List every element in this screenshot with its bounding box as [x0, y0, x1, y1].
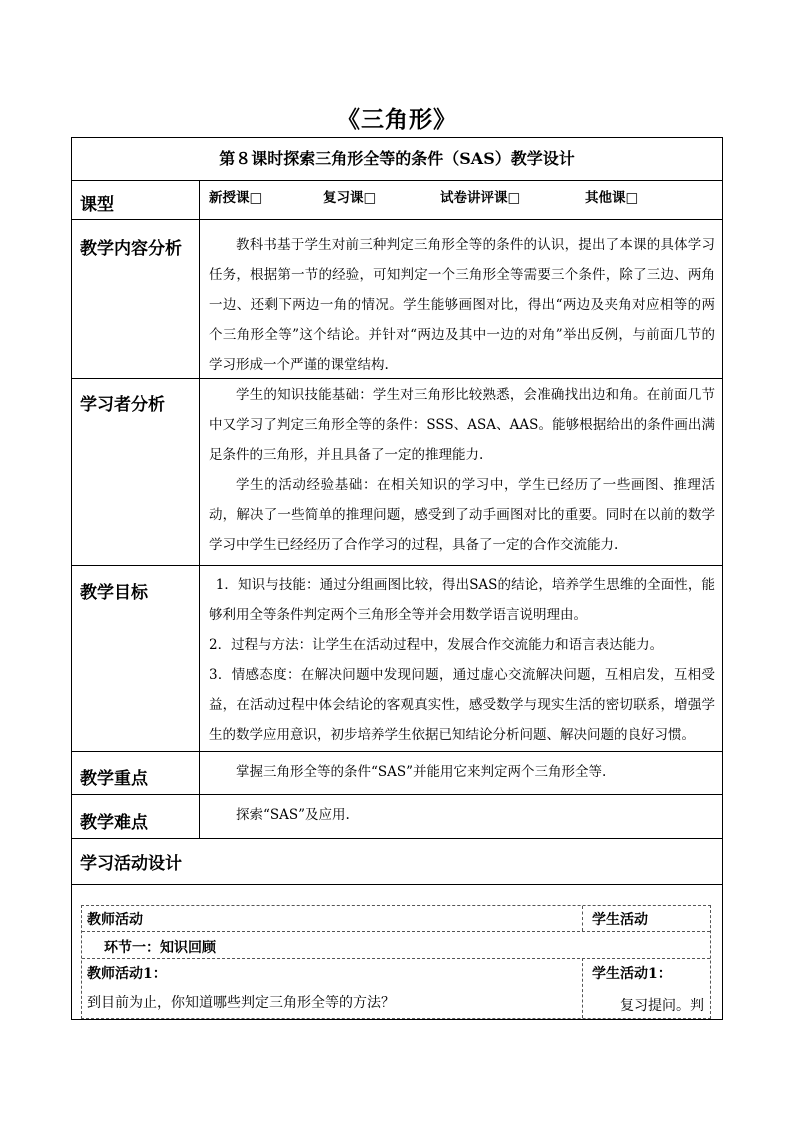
row-divider	[72, 751, 722, 752]
content-analysis-label: 教学内容分析	[80, 239, 182, 259]
teacher-activity-1-title: 教师活动1：	[87, 966, 167, 982]
objective-item: 2．过程与方法：让学生在活动过程中，发展合作交流能力和语言表达能力。	[209, 637, 664, 653]
objective-item: 3．情感态度：在解决问题中发现问题，通过虚心交流解决问题，互相启发，互相受益，在活动过程中体会结论的客观真实性，感受数学与现实生活的密切联系，增强学生的数学应用意识，初步培养学生依据已知结论分析问题、解决问题的良好习惯。	[209, 667, 715, 743]
student-activity-header: 学生活动	[592, 912, 648, 928]
option-exam-review-lesson: 试卷讲评课□	[440, 190, 521, 206]
activity-design-label: 学习活动设计	[80, 854, 182, 874]
activity-subtable	[81, 905, 711, 1019]
option-review-lesson: 复习课□	[323, 190, 377, 206]
learner-experience-paragraph: 学生的活动经验基础：在相关知识的学习中，学生已经历了一些画图、推理活动，解决了一些简单的推理问题，感受到了动手画图对比的重要。同时在以前的数学学习中学生已经经历了合作学习的过程，具备了一定的合作交流能力.	[209, 477, 715, 553]
section-knowledge-review: 环节一：知识回顾	[104, 940, 216, 956]
row-divider	[72, 794, 722, 795]
option-new-lesson: 新授课□	[209, 190, 263, 206]
key-points-text	[209, 757, 689, 787]
objective-item: 1．知识与技能：通过分组画图比较，得出SAS的结论，培养学生思维的全面性，能够利用全等条件判定两个三角形全等并会用数学语言说明理由。	[209, 577, 715, 623]
student-activity-1-text: 复习提问。判	[620, 998, 704, 1014]
course-type-label: 课型	[80, 195, 114, 215]
lesson-plan-table	[71, 137, 723, 1020]
row-divider	[72, 838, 722, 839]
row-divider	[72, 219, 722, 220]
key-points-label: 教学重点	[80, 769, 148, 789]
student-activity-1-title: 学生活动1：	[592, 966, 672, 982]
row-divider	[72, 180, 722, 181]
teacher-activity-1-text: 到目前为止，你知道哪些判定三角形全等的方法？	[87, 995, 395, 1011]
subtable-column-divider	[582, 906, 583, 931]
key-points-paragraph: 掌握三角形全等的条件“SAS”并能用它来判定两个三角形全等.	[236, 764, 607, 780]
column-divider	[199, 180, 200, 838]
document-title: 《三角形》	[337, 106, 457, 133]
subtable-divider	[82, 931, 710, 932]
row-divider	[72, 884, 722, 885]
lesson-subtitle: 第８课时探索三角形全等的条件（SAS）教学设计	[219, 149, 575, 168]
row-divider	[72, 565, 722, 566]
subtable-divider	[82, 958, 710, 959]
content-analysis-text	[209, 230, 715, 380]
learner-analysis-label: 学习者分析	[80, 395, 165, 415]
objectives-list	[209, 570, 715, 750]
difficulties-text	[209, 800, 715, 830]
content-analysis-paragraph: 教科书基于学生对前三种判定三角形全等的条件的认识，提出了本课的具体学习任务，根据第一节的经验，可知判定一个三角形全等需要三个条件，除了三边、两角一边、还剩下两边一角的情况。学生能够画图对比，得出“两边及夹角对应相等的两个三角形全等”这个结论。并针对“两边及其中一边的对角”举出反例，与前面几节的学习形成一个严谨的课堂结构.	[209, 237, 715, 373]
difficulties-paragraph: 探索“SAS”及应用.	[236, 807, 350, 823]
objectives-label: 教学目标	[80, 583, 148, 603]
teacher-activity-header: 教师活动	[87, 912, 143, 928]
subtable-column-divider	[582, 958, 583, 1018]
option-other-lesson: 其他课□	[585, 190, 639, 206]
difficulties-label: 教学难点	[80, 813, 148, 833]
learner-knowledge-paragraph: 学生的知识技能基础：学生对三角形比较熟悉，会准确找出边和角。在前面几节中又学习了判定三角形全等的条件：SSS、ASA、AAS。能够根据给出的条件画出满足条件的三角形，并且具备了一定的推理能力.	[209, 387, 715, 463]
learner-analysis-text	[209, 380, 715, 560]
